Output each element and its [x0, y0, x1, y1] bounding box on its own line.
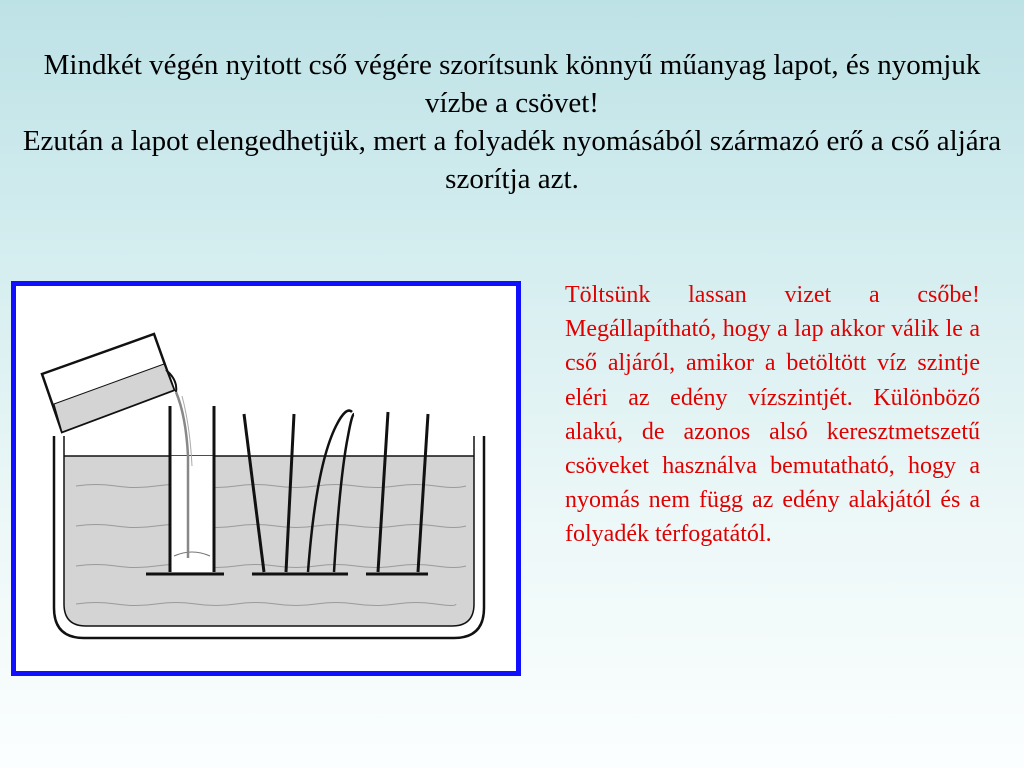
experiment-figure [11, 281, 521, 676]
heading-line-2: Ezután a lapot elengedhetjük, mert a folyadék nyomásából származó erő a cső aljára szorítja azt. [22, 125, 1002, 195]
side-description: Töltsünk lassan vizet a csőbe! Megállapítható, hogy a lap akkor válik le a cső aljáról, amikor a betöltött víz szintje eléri az edény vízszintjét. Különböző alakú, de azonos alsó keresztmetszetű csöveket használva bemutatható, hogy a nyomás nem függ az edény alakjától és a folyadék térfogatától. [565, 282, 980, 548]
heading [10, 46, 1014, 198]
vessel-water [64, 456, 474, 626]
heading-line-1: Mindkét végén nyitott cső végére szorítsunk könnyű műanyag lapot, és nyomjuk vízbe a csövet! [43, 49, 981, 119]
experiment-illustration [16, 286, 516, 671]
